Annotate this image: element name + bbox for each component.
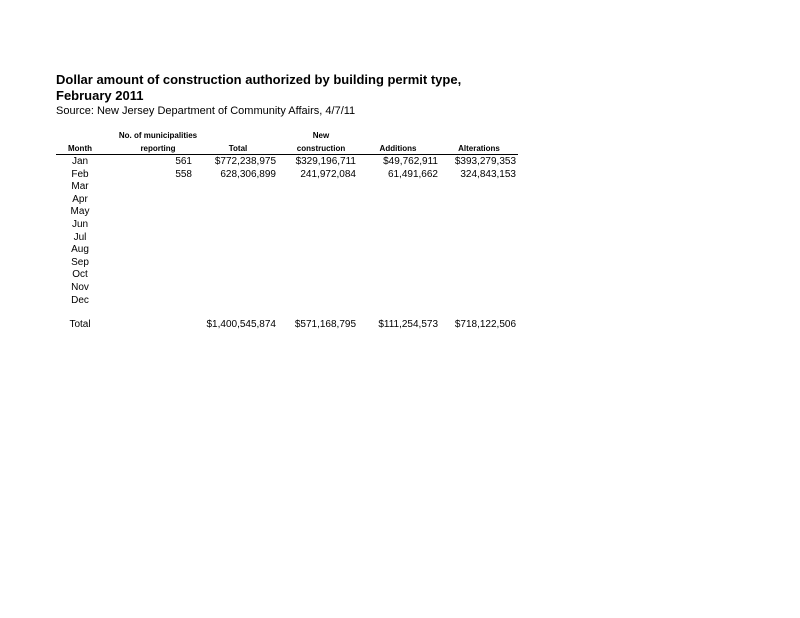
total-row-alterations: $718,122,506 [454, 319, 516, 330]
total-row-additions: $111,254,573 [378, 319, 438, 330]
cell-month: Feb [71, 169, 89, 180]
header-month: Month [68, 144, 92, 153]
header-new-line-1: New [312, 131, 330, 140]
cell-month: Oct [72, 269, 88, 280]
total-row-total: $1,400,545,874 [206, 319, 276, 330]
cell-month: Jan [71, 156, 89, 167]
cell-month: Dec [71, 295, 89, 306]
cell-alterations: $393,279,353 [454, 156, 516, 167]
title-line-1: Dollar amount of construction authorized by building permit type, [56, 72, 462, 87]
cell-month: Nov [71, 282, 89, 293]
cell-total: $772,238,975 [214, 156, 276, 167]
cell-new-construction: $329,196,711 [295, 156, 356, 167]
cell-month: May [70, 206, 90, 217]
cell-municipalities: 561 [175, 156, 192, 167]
cell-additions: 61,491,662 [387, 169, 438, 180]
source-note: Source: New Jersey Department of Community Affairs, 4/7/11 [56, 105, 356, 117]
total-row-label: Total [69, 319, 91, 330]
cell-month: Aug [71, 244, 89, 255]
report-title [56, 72, 461, 104]
cell-municipalities: 558 [175, 169, 192, 180]
cell-month: Mar [71, 181, 89, 192]
header-municipalities-line-2: reporting [140, 144, 176, 153]
header-alterations: Alterations [458, 144, 500, 153]
cell-alterations: 324,843,153 [460, 169, 516, 180]
cell-month: Apr [72, 194, 88, 205]
header-rule [56, 154, 518, 155]
title-line-2: February 2011 [56, 88, 144, 103]
cell-new-construction: 241,972,084 [300, 169, 356, 180]
cell-month: Jul [73, 232, 87, 243]
cell-additions: $49,762,911 [383, 156, 438, 167]
header-additions: Additions [379, 144, 417, 153]
cell-total: 628,306,899 [220, 169, 276, 180]
cell-month: Jun [71, 219, 89, 230]
header-total: Total [228, 144, 248, 153]
cell-month: Sep [71, 257, 89, 268]
header-municipalities-line-1: No. of municipalities [118, 131, 198, 140]
total-row-new: $571,168,795 [294, 319, 356, 330]
header-new-line-2: construction [296, 144, 346, 153]
